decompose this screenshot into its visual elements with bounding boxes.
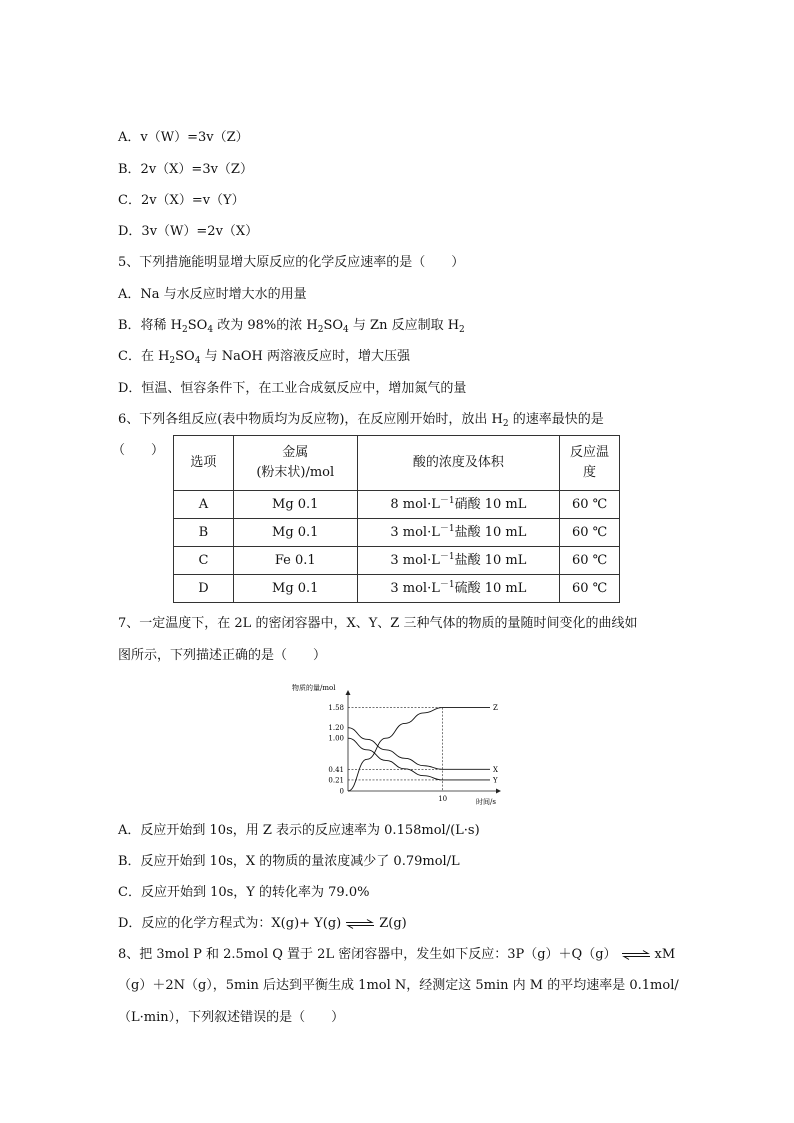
- table-header-row: [174, 436, 620, 491]
- chart-y-tick-label: 0.21: [328, 776, 344, 785]
- chart-series-label: X: [493, 765, 498, 774]
- chart-xlabel: 时间/s: [476, 798, 496, 806]
- header-metal: 金属 (粉末状)/mol: [233, 436, 357, 491]
- q8-line2: （g）＋2N（g），5min 后达到平衡生成 1mol N，经测定这 5min 内 M 的平均速率是 0.1mol/: [118, 978, 679, 993]
- chart-y-tick-label: 0.41: [328, 765, 344, 774]
- header-acid: 酸的浓度及体积: [357, 436, 559, 491]
- q7-option-d: D．反应的化学方程式为：X(g)+ Y(g) Z(g): [118, 916, 407, 931]
- cell-metal: Mg 0.1: [233, 491, 357, 519]
- q7-chart: [290, 678, 510, 808]
- q7-option-b: B．反应开始到 10s，X 的物质的量浓度减少了 0.79mol/L: [118, 854, 460, 869]
- cell-acid: 3 $mol\cdot L^{-1}$盐酸 10 mL: [357, 519, 559, 547]
- cell-option: C: [174, 547, 234, 575]
- chart-series-X: [348, 728, 490, 770]
- chart-x-tick-label: 10: [438, 795, 448, 803]
- chart-y-arrow: [346, 690, 351, 695]
- chart-series-label: Y: [493, 776, 498, 785]
- q7-stem-line2: 图所示，下列描述正确的是（ ）: [118, 648, 327, 663]
- header-option: 选项: [174, 436, 234, 491]
- equilibrium-arrow-icon: [621, 950, 651, 960]
- q6-table: [173, 435, 620, 603]
- q4-option-b: B．2v（X）=3v（Z）: [118, 162, 253, 177]
- q7-stem-line1: 7、一定温度下，在 2L 的密闭容器中，X、Y、Z 三种气体的物质的量随时间变化的曲线如: [118, 616, 638, 631]
- q5-option-a: A．Na 与水反应时增大水的用量: [118, 287, 307, 302]
- chart-series-label: Z: [493, 704, 498, 713]
- cell-acid: 8 $mol\cdot L^{-1}$硝酸 10 mL: [357, 491, 559, 519]
- q8-line1: 8、把 3mol P 和 2.5mol Q 置于 2L 密闭容器中，发生如下反应：3P（g）＋Q（g） xM: [118, 947, 676, 962]
- q5-option-c: C．在 $H_2SO_4$ 与 NaOH 两溶液反应时，增大压强: [118, 349, 410, 366]
- chart-y-tick-label: 1.20: [328, 724, 344, 733]
- cell-temp: 60 ℃: [560, 547, 620, 575]
- cell-option: A: [174, 491, 234, 519]
- q5-option-d: D．恒温、恒容条件下，在工业合成氨反应中，增加氮气的量: [118, 381, 467, 396]
- chart-x-arrow: [496, 789, 501, 794]
- cell-metal: Fe 0.1: [233, 547, 357, 575]
- cell-option: D: [174, 575, 234, 603]
- q7-option-a: A．反应开始到 10s，用 Z 表示的反应速率为 0.158mol/(L·s): [118, 823, 480, 838]
- header-temp: 反应温 度: [560, 436, 620, 491]
- table-row: [174, 519, 620, 547]
- chart-y-tick-label: 0: [339, 787, 344, 796]
- table-row: [174, 547, 620, 575]
- table-row: [174, 491, 620, 519]
- cell-acid: 3 $mol\cdot L^{-1}$硫酸 10 mL: [357, 575, 559, 603]
- cell-acid: 3 $mol\cdot L^{-1}$盐酸 10 mL: [357, 547, 559, 575]
- cell-metal: Mg 0.1: [233, 575, 357, 603]
- q4-option-c: C．2v（X）=v（Y）: [118, 193, 245, 208]
- chart-ylabel: 物质的量/mol: [292, 684, 336, 692]
- chart-y-tick-label: 1.00: [328, 734, 344, 743]
- chart-y-tick-label: 1.58: [328, 704, 344, 713]
- cell-temp: 60 ℃: [560, 519, 620, 547]
- q4-option-d: D．3v（W）=2v（X）: [118, 224, 259, 239]
- table-row: [174, 575, 620, 603]
- equilibrium-arrow-icon: [345, 919, 375, 929]
- cell-metal: Mg 0.1: [233, 519, 357, 547]
- q5-stem: 5、下列措施能明显增大原反应的化学反应速率的是（ ）: [118, 255, 465, 270]
- q6-answer-paren: （ ）: [112, 443, 165, 458]
- q5-option-b: B．将稀 $H_2SO_4$ 改为 98%的浓 $H_2SO_4$ 与 Zn 反应制取 $H_2$: [118, 318, 465, 335]
- cell-option: B: [174, 519, 234, 547]
- q4-option-a: A．v（W）=3v（Z）: [118, 130, 249, 145]
- cell-temp: 60 ℃: [560, 575, 620, 603]
- q6-stem: 6、下列各组反应(表中物质均为反应物)，在反应刚开始时，放出 $H_2$ 的速率最快的是: [118, 412, 604, 429]
- q7-option-c: C．反应开始到 10s，Y 的转化率为 79.0%: [118, 885, 370, 900]
- q8-line3: （L·min），下列叙述错误的是（ ）: [118, 1010, 345, 1025]
- chart-series-Z: [348, 708, 490, 791]
- cell-temp: 60 ℃: [560, 491, 620, 519]
